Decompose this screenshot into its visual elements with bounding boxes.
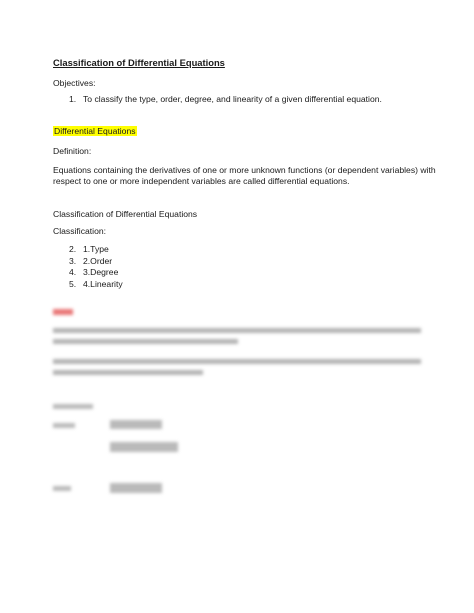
classification-item (69, 256, 112, 267)
item-text: 1.Type (83, 244, 109, 254)
blurred-pde-label (53, 486, 71, 491)
section-heading-classification: Classification of Differential Equations (53, 209, 198, 219)
item-number: 2. (69, 244, 77, 254)
highlighted-heading: Differential Equations (54, 126, 136, 136)
blurred-equation (110, 483, 162, 493)
classification-item (69, 267, 118, 278)
item-number: 4. (69, 267, 77, 277)
blurred-text-line (53, 370, 203, 375)
blurred-equation (110, 420, 162, 429)
item-text: 4.Linearity (83, 279, 123, 289)
document-title: Classification of Differential Equations (53, 57, 225, 68)
blurred-ode-label (53, 423, 75, 428)
item-text: 2.Order (83, 256, 113, 266)
objective-text: To classify the type, order, degree, and linearity of a given differential equation. (83, 94, 382, 104)
blurred-equation (110, 442, 178, 452)
objectives-label: Objectives: (53, 78, 96, 88)
section-heading-differential-equations (53, 126, 137, 137)
blurred-text-line (53, 359, 421, 364)
definition-text-line-2: respect to one or more independent variables are called differential equations. (53, 176, 350, 186)
classification-item (69, 279, 123, 290)
blurred-preview-region (53, 306, 433, 516)
blurred-examples-label (53, 404, 93, 409)
item-number: 3. (69, 256, 77, 266)
definition-text-line-1: Equations containing the derivatives of one or more unknown functions (or dependent variables) with (53, 165, 436, 175)
item-number: 5. (69, 279, 77, 289)
blurred-text-line (53, 339, 238, 344)
blurred-text-line (53, 328, 421, 333)
definition-label: Definition: (53, 146, 92, 156)
classification-item (69, 244, 109, 255)
item-text: 3.Degree (83, 267, 119, 277)
blurred-content-shapes (53, 306, 433, 516)
blurred-type-heading (53, 309, 73, 315)
objective-item (69, 94, 382, 105)
objective-number: 1. (69, 94, 77, 104)
classification-label: Classification: (53, 226, 107, 236)
